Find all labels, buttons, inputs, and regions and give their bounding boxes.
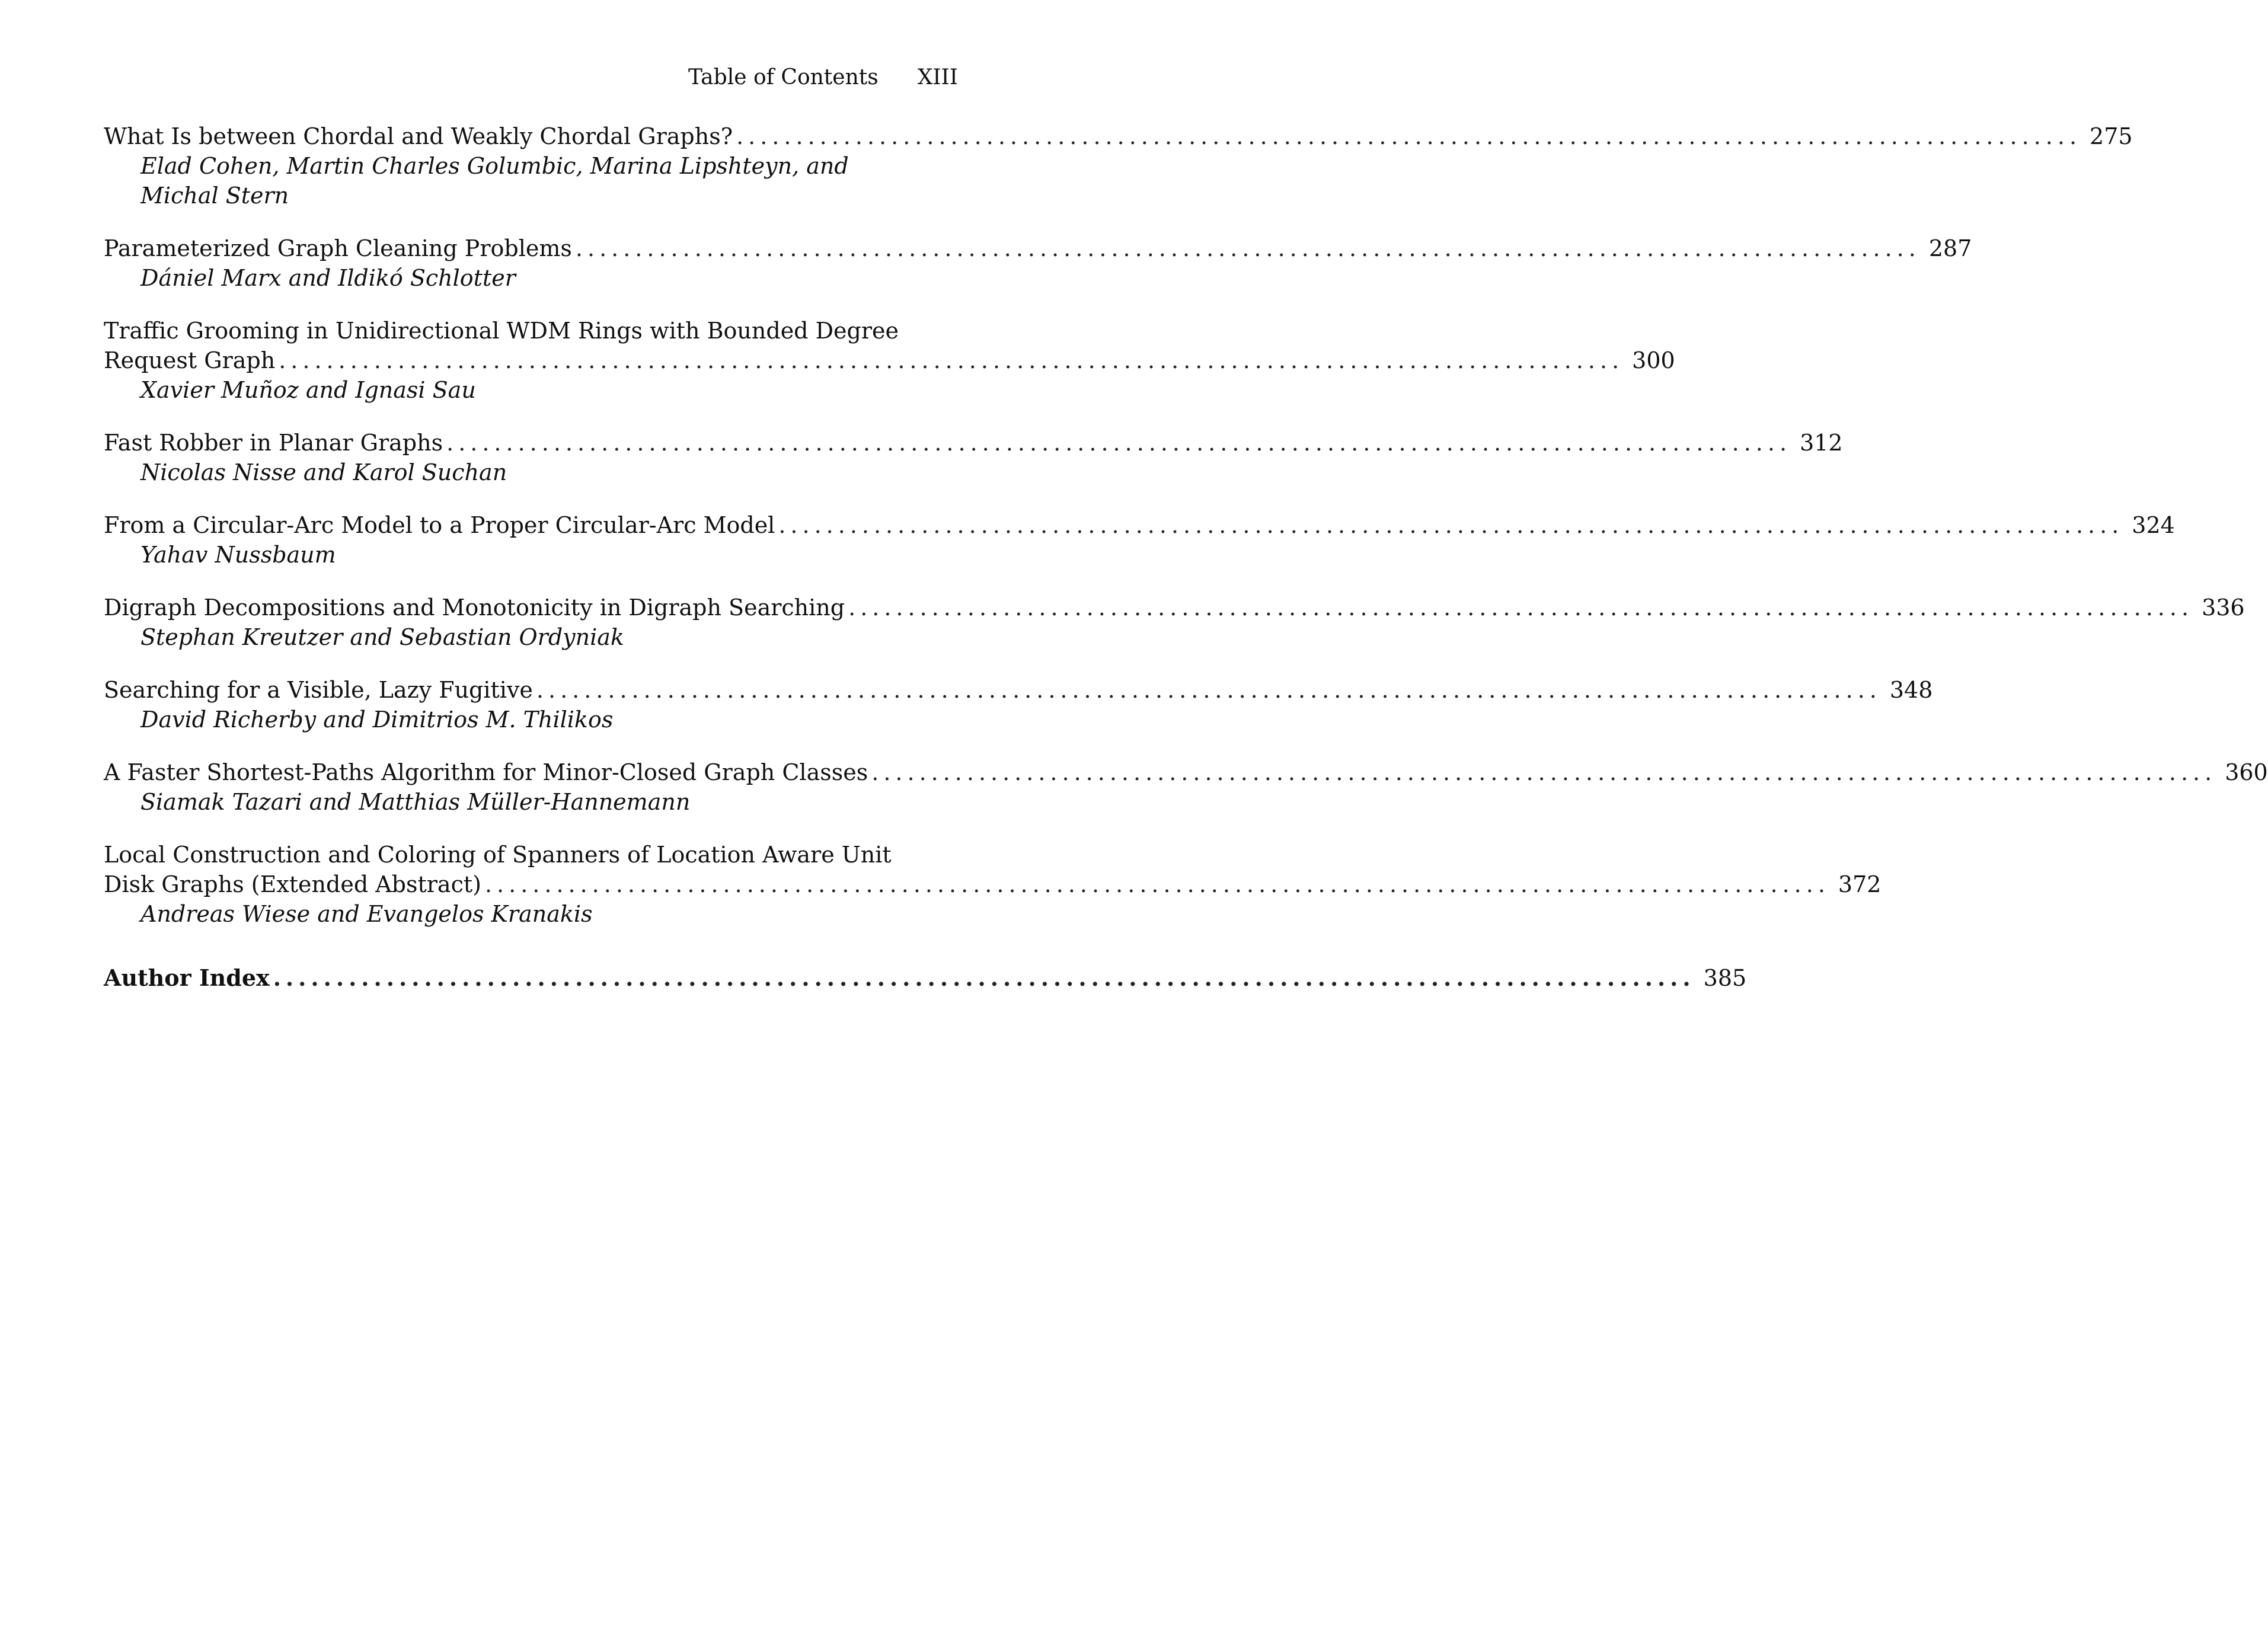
toc-title: A Faster Shortest-Paths Algorithm for Minor-Closed Graph Classes: [104, 759, 868, 785]
toc-authors: David Richerby and Dimitrios M. Thilikos: [140, 707, 614, 733]
toc-title: From a Circular-Arc Model to a Proper Circular-Arc Model: [104, 512, 775, 538]
leader-dots: .................................................................................................................: [536, 677, 1882, 703]
toc-title-line: [104, 675, 1933, 705]
toc-title: Fast Robber in Planar Graphs: [104, 430, 443, 456]
toc-page-number: 312: [1800, 430, 1843, 456]
toc-page-number: 348: [1889, 677, 1933, 703]
toc-title: What Is between Chordal and Weakly Chordal Graphs?: [104, 123, 733, 149]
toc-page-number: 360: [2225, 759, 2268, 785]
toc-title-continued: Request Graph: [104, 347, 276, 373]
toc-entry: [104, 675, 1933, 734]
toc-authors: Xavier Muñoz and Ignasi Sau: [140, 377, 476, 403]
author-index-line: [104, 963, 1747, 993]
toc-title: Traffic Grooming in Unidirectional WDM Rings with Bounded Degree: [104, 318, 899, 344]
leader-dots: .................................................................................................................: [871, 759, 2217, 785]
toc-entry: [104, 122, 2133, 210]
toc-authors: Siamak Tazari and Matthias Müller-Hannemann: [140, 789, 691, 815]
toc-title: Local Construction and Coloring of Spanners of Location Aware Unit: [104, 842, 892, 868]
leader-dots: .................................................................................................................: [848, 595, 2194, 621]
toc-entry: [104, 593, 2245, 652]
toc-entry: [104, 758, 2268, 817]
toc-title-line: [104, 510, 2175, 540]
table-of-contents: [104, 122, 2268, 993]
toc-authors: Andreas Wiese and Evangelos Kranakis: [140, 901, 593, 927]
toc-authors: Dániel Marx and Ildikó Schlotter: [140, 265, 516, 291]
running-head-section: Table of Contents: [688, 65, 879, 90]
leader-dots: .................................................................................................................: [778, 512, 2124, 538]
running-head-page-number: XIII: [917, 65, 958, 90]
toc-authors: Nicolas Nisse and Karol Suchan: [140, 459, 507, 485]
toc-entry: [104, 428, 1843, 487]
toc-page-number: 372: [1838, 871, 1882, 897]
toc-page-number: 324: [2132, 512, 2175, 538]
toc-title-line: [104, 122, 2133, 151]
toc-authors: Elad Cohen, Martin Charles Golumbic, Marina Lipshteyn, and Michal Stern: [140, 153, 849, 209]
toc-authors: Stephan Kreutzer and Sebastian Ordyniak: [140, 624, 624, 650]
toc-title-line: [104, 234, 1972, 263]
toc-title: Parameterized Graph Cleaning Problems: [104, 235, 572, 261]
author-index-page-number: 385: [1703, 965, 1747, 991]
toc-title-line: [104, 870, 1882, 899]
leader-dots: .................................................................................................................: [575, 235, 1921, 261]
leader-dots: .................................................................................................................: [279, 347, 1624, 373]
leader-dots: .................................................................................................................: [484, 871, 1830, 897]
toc-title-line: [104, 428, 1843, 458]
toc-page-number: 287: [1928, 235, 1972, 261]
toc-title-line: [104, 346, 1675, 375]
toc-authors: Yahav Nussbaum: [140, 542, 336, 568]
toc-entry: [104, 234, 1972, 293]
toc-entry: [104, 510, 2175, 570]
leader-dots: .................................................................................................................: [273, 964, 1695, 991]
toc-page-number: 300: [1632, 347, 1675, 373]
toc-entry: [104, 316, 1675, 405]
toc-title: Digraph Decompositions and Monotonicity in Digraph Searching: [104, 595, 845, 621]
toc-title-line: [104, 758, 2268, 787]
author-index-label: Author Index: [104, 964, 270, 991]
running-head: [688, 65, 958, 90]
toc-page-number: 336: [2202, 595, 2245, 621]
toc-page-number: 275: [2090, 123, 2133, 149]
toc-title: Searching for a Visible, Lazy Fugitive: [104, 677, 533, 703]
leader-dots: .................................................................................................................: [446, 430, 1792, 456]
toc-title-line: [104, 593, 2245, 622]
toc-entry: [104, 840, 1882, 929]
toc-title-continued: Disk Graphs (Extended Abstract): [104, 871, 481, 897]
leader-dots: .................................................................................................................: [736, 123, 2082, 149]
